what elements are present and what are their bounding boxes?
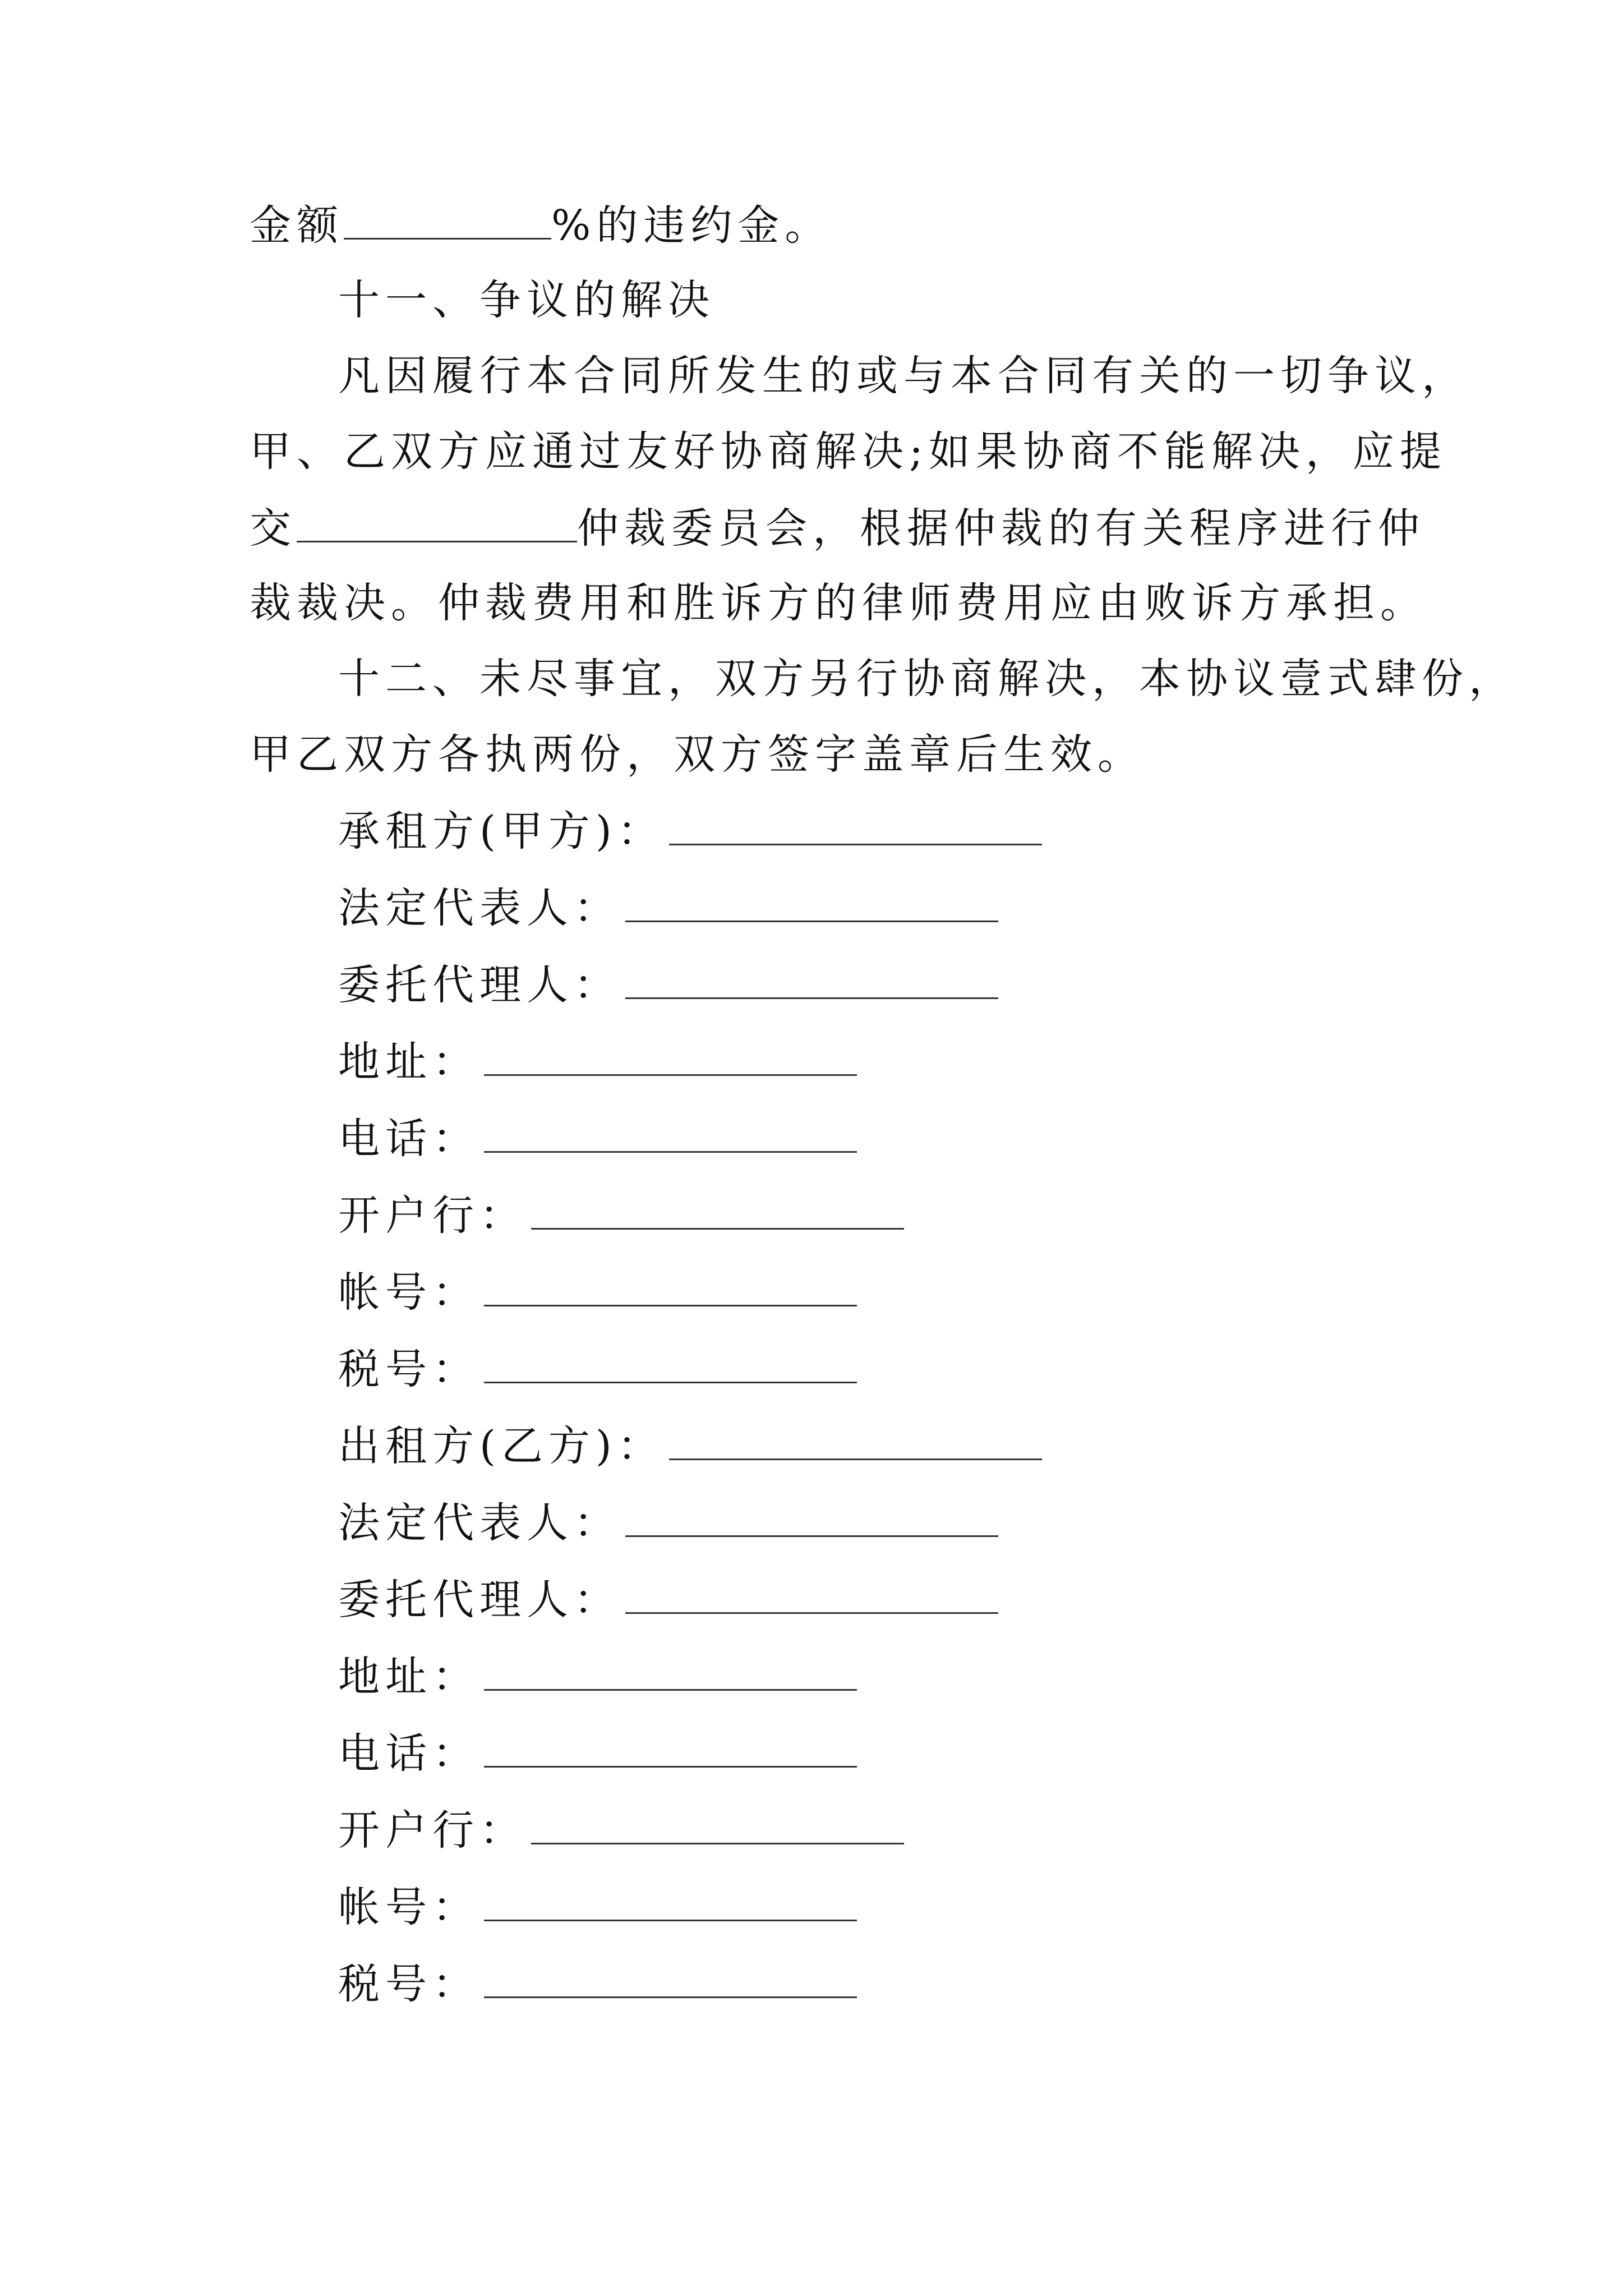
party-a-bank-field xyxy=(338,1186,904,1243)
party-a-account-field xyxy=(338,1263,857,1319)
party-a-rep-field xyxy=(338,879,998,935)
party-a-name-blank[interactable] xyxy=(669,802,1042,845)
penalty-rate-blank[interactable] xyxy=(344,196,551,240)
party-b-bank-blank[interactable] xyxy=(531,1801,904,1844)
party-b-title-label: 出租方(乙方)： xyxy=(338,1422,665,1470)
party-a-tax-label: 税号： xyxy=(338,1345,479,1393)
party-a-address-label: 地址： xyxy=(338,1038,479,1086)
section-12-line-1: 十二、未尽事宜，双方另行协商解决，本协议壹式肆份， xyxy=(338,655,1516,703)
party-a-rep-blank[interactable] xyxy=(625,879,998,922)
party-a-address-field xyxy=(338,1033,857,1089)
party-b-address-blank[interactable] xyxy=(484,1648,857,1691)
dispute-paragraph-line-4: 裁裁决。仲裁费用和胜诉方的律师费用应由败诉方承担。 xyxy=(250,579,1427,627)
party-b-agent-field xyxy=(338,1571,998,1627)
section-12-line-2: 甲乙双方各执两份，双方签字盖章后生效。 xyxy=(250,730,1145,779)
penalty-prefix: 金额 xyxy=(250,201,344,250)
party-a-title-field xyxy=(338,802,1042,858)
party-b-phone-label: 电话： xyxy=(338,1729,479,1778)
party-b-address-field xyxy=(338,1648,857,1704)
party-b-account-field xyxy=(338,1878,857,1934)
party-a-phone-label: 电话： xyxy=(338,1115,479,1163)
party-b-account-label: 帐号： xyxy=(338,1883,479,1931)
party-b-rep-label: 法定代表人： xyxy=(338,1499,621,1547)
party-b-phone-field xyxy=(338,1724,857,1780)
dispute-submit-suffix: 仲裁委员会，根据仲裁的有关程序进行仲 xyxy=(577,504,1425,553)
party-b-agent-blank[interactable] xyxy=(625,1571,998,1614)
party-a-address-blank[interactable] xyxy=(484,1033,857,1076)
dispute-paragraph-line-1: 凡因履行本合同所发生的或与本合同有关的一切争议， xyxy=(338,352,1469,400)
dispute-paragraph-line-3 xyxy=(250,499,1425,555)
party-a-phone-blank[interactable] xyxy=(484,1110,857,1153)
party-b-bank-field xyxy=(338,1801,904,1857)
party-b-phone-blank[interactable] xyxy=(484,1724,857,1768)
party-b-tax-label: 税号： xyxy=(338,1960,479,2008)
party-b-tax-blank[interactable] xyxy=(484,1955,857,1998)
arbitration-committee-blank[interactable] xyxy=(297,499,577,542)
party-b-name-blank[interactable] xyxy=(669,1417,1042,1460)
party-a-phone-field xyxy=(338,1110,857,1166)
party-a-tax-field xyxy=(338,1340,857,1396)
section-11-heading: 十一、争议的解决 xyxy=(338,276,715,324)
party-b-rep-field xyxy=(338,1494,998,1550)
party-a-account-label: 帐号： xyxy=(338,1268,479,1317)
party-a-agent-field xyxy=(338,956,998,1012)
party-a-account-blank[interactable] xyxy=(484,1263,857,1306)
party-b-rep-blank[interactable] xyxy=(625,1494,998,1537)
party-a-agent-label: 委托代理人： xyxy=(338,961,621,1009)
party-b-tax-field xyxy=(338,1955,857,2011)
party-a-title-label: 承租方(甲方)： xyxy=(338,807,665,855)
party-a-rep-label: 法定代表人： xyxy=(338,884,621,932)
party-b-account-blank[interactable] xyxy=(484,1878,857,1921)
party-a-tax-blank[interactable] xyxy=(484,1340,857,1383)
party-b-address-label: 地址： xyxy=(338,1653,479,1701)
penalty-suffix: %的违约金。 xyxy=(551,201,832,250)
dispute-submit-prefix: 交 xyxy=(250,504,297,553)
party-a-bank-label: 开户行： xyxy=(338,1191,527,1240)
party-b-title-field xyxy=(338,1417,1042,1473)
party-b-agent-label: 委托代理人： xyxy=(338,1576,621,1624)
penalty-line xyxy=(250,196,832,252)
dispute-paragraph-line-2: 甲、乙双方应通过友好协商解决;如果协商不能解决，应提 xyxy=(250,427,1447,476)
party-b-bank-label: 开户行： xyxy=(338,1806,527,1855)
party-a-agent-blank[interactable] xyxy=(625,956,998,999)
party-a-bank-blank[interactable] xyxy=(531,1186,904,1230)
